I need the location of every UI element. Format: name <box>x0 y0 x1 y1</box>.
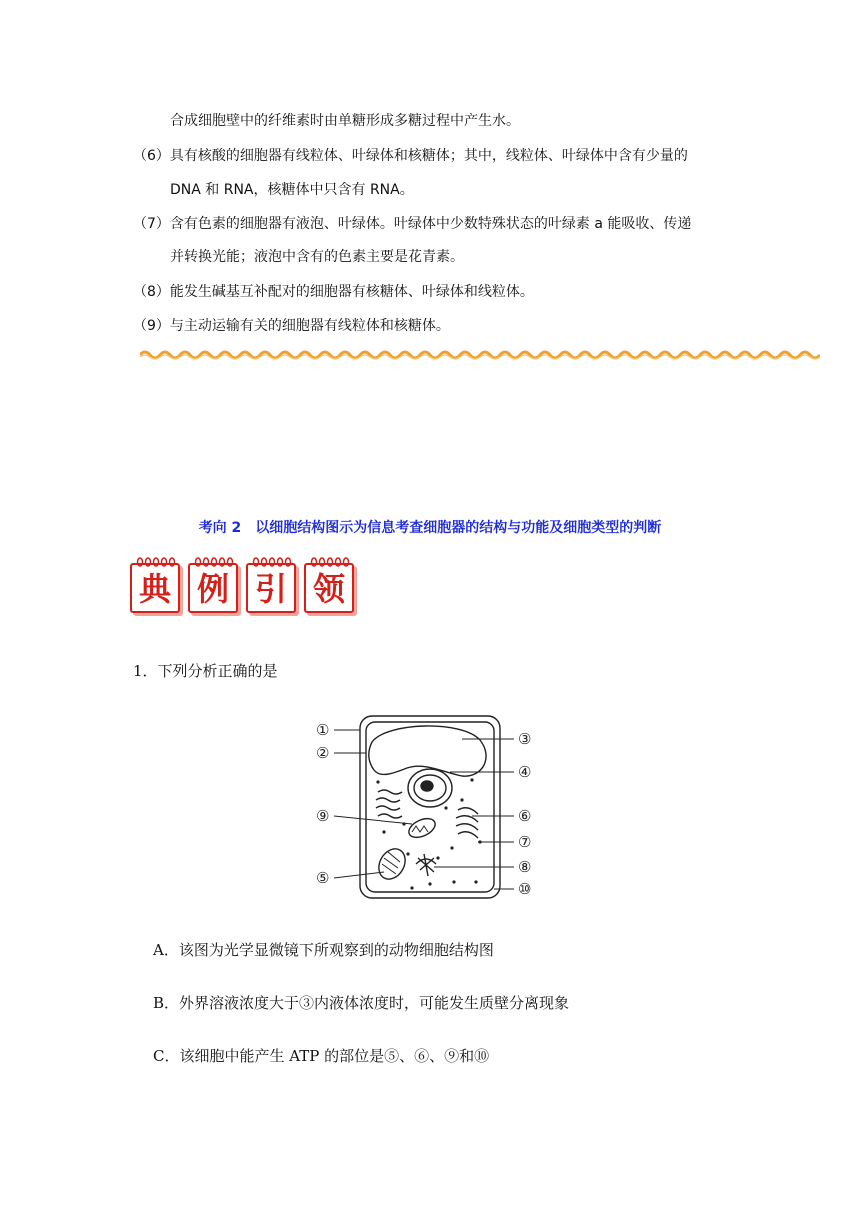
option-c: C．该细胞中能产生 ATP 的部位是⑤、⑥、⑨和⑩ <box>153 1047 490 1065</box>
label-5: ⑤ <box>316 869 330 887</box>
label-7: ⑦ <box>518 833 532 851</box>
section-title: 以细胞结构图示为信息考查细胞器的结构与功能及细胞类型的判断 <box>255 520 662 536</box>
stamp-4 <box>304 555 354 613</box>
stamp-char-2: 例 <box>196 570 229 608</box>
stamp-1 <box>130 555 180 613</box>
section-heading <box>0 517 860 537</box>
paragraph-9: （9）与主动运输有关的细胞器有线粒体和核糖体。 <box>133 318 450 334</box>
paragraph-8: （8）能发生碱基互补配对的细胞器有核糖体、叶绿体和线粒体。 <box>133 284 534 300</box>
section-number: 考向 2 <box>198 520 242 536</box>
stamp-2 <box>188 555 238 613</box>
option-a: A．该图为光学显微镜下所观察到的动物细胞结构图 <box>153 941 494 959</box>
plant-cell-diagram <box>312 712 544 902</box>
paragraph-7-line2: 并转换光能；液泡中含有的色素主要是花青素。 <box>170 249 464 265</box>
stamp-char-3: 引 <box>254 570 287 608</box>
question-stem: 1．下列分析正确的是 <box>133 662 278 680</box>
paragraph-6-line1: （6）具有核酸的细胞器有线粒体、叶绿体和核糖体；其中，线粒体、叶绿体中含有少量的 <box>133 148 688 164</box>
label-9: ⑨ <box>316 807 330 825</box>
golgi-apparatus <box>456 808 478 838</box>
mitochondrion <box>406 815 438 841</box>
stamp-char-4: 领 <box>312 570 345 608</box>
label-2: ② <box>316 744 330 762</box>
label-1: ① <box>316 721 330 739</box>
stamp-char-1: 典 <box>138 570 171 608</box>
wavy-divider <box>140 345 820 365</box>
option-b: B．外界溶液浓度大于③内液体浓度时，可能发生质壁分离现象 <box>153 994 570 1012</box>
label-8: ⑧ <box>518 858 532 876</box>
organelle-8 <box>416 854 436 876</box>
label-10: ⑩ <box>518 880 532 898</box>
paragraph-5-continuation: 合成细胞壁中的纤维素时由单糖形成多糖过程中产生水。 <box>170 113 520 129</box>
stamp-3 <box>246 555 296 613</box>
endoplasmic-reticulum <box>376 790 402 818</box>
label-6: ⑥ <box>518 807 532 825</box>
label-3: ③ <box>518 730 532 748</box>
paragraph-6-line2: DNA 和 RNA，核糖体中只含有 RNA。 <box>170 182 414 198</box>
paragraph-7-line1: （7）含有色素的细胞器有液泡、叶绿体。叶绿体中少数特殊状态的叶绿素 a 能吸收、传递 <box>133 216 692 232</box>
example-stamps <box>130 555 360 617</box>
label-4: ④ <box>518 763 532 781</box>
